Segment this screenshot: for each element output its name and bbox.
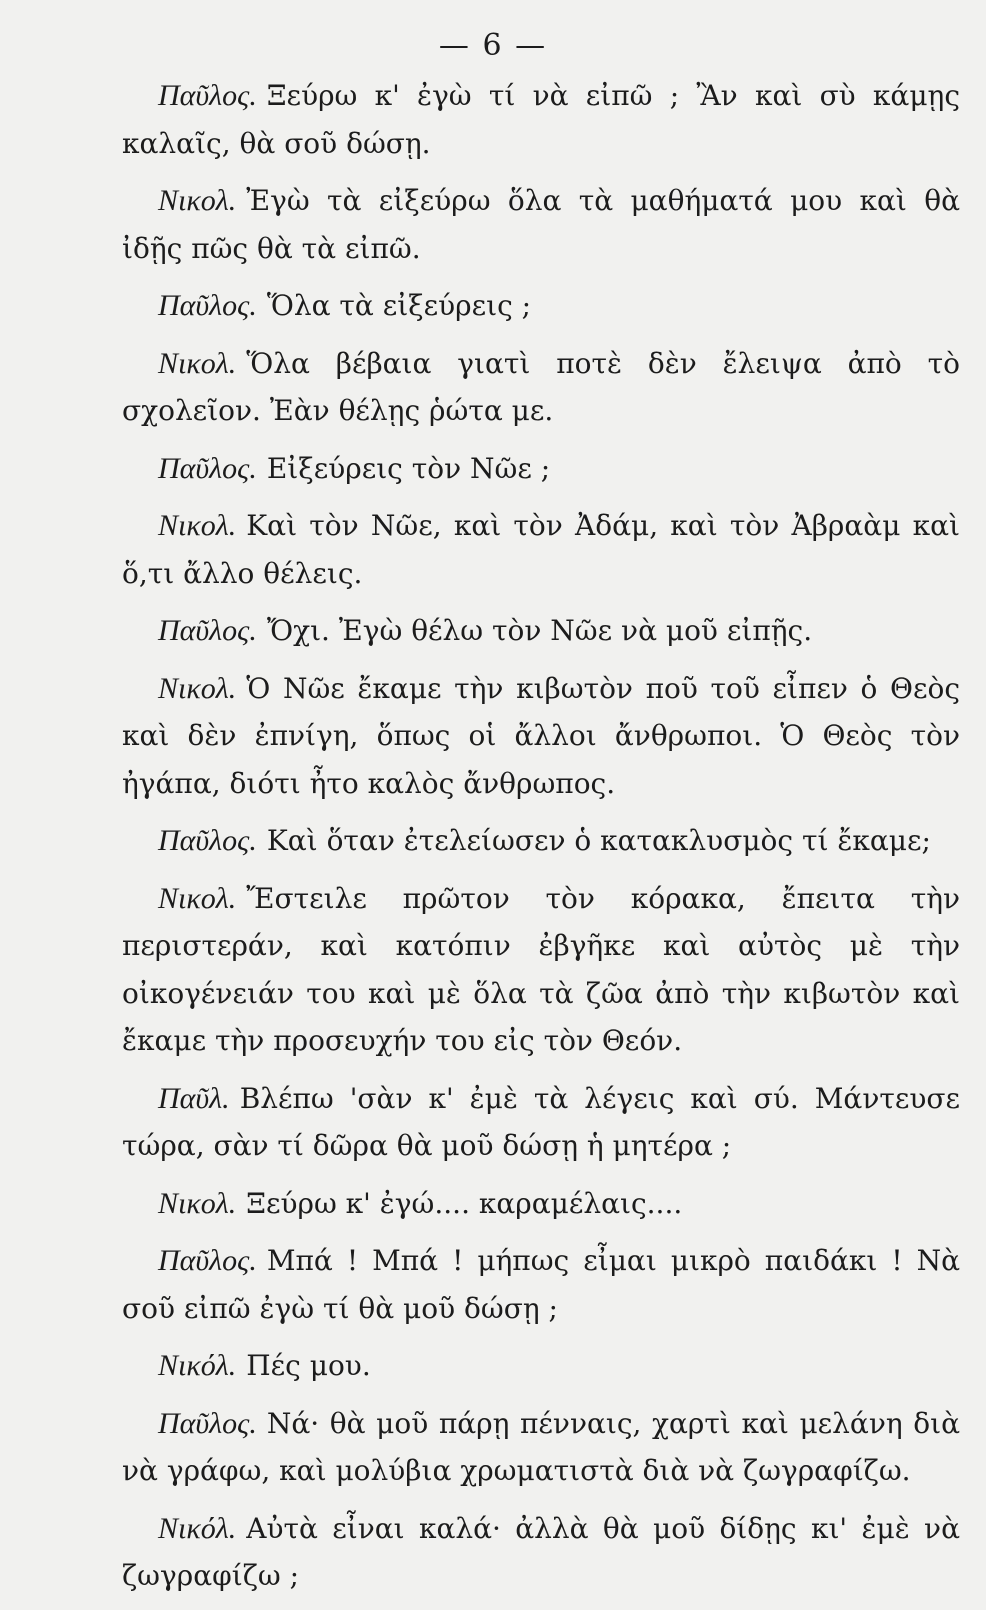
dialogue-line	[122, 1075, 960, 1170]
speech-text: Εἰξεύρεις τὸν Νῶε ;	[266, 451, 551, 485]
speech-text: Νά· θὰ μοῦ πάρῃ πένναις, χαρτὶ καὶ μελάνη διὰ νὰ γράφω, καὶ μολύβια χρωματιστὰ διὰ νὰ ζωγραφίζω.	[122, 1406, 960, 1487]
dialogue-line	[122, 177, 960, 272]
dialogue-line	[122, 72, 960, 167]
page-number: — 6 —	[438, 28, 548, 63]
speaker-name: Νικόλ.	[158, 1511, 237, 1545]
dialogue-line	[122, 340, 960, 435]
dialogue-line	[122, 1342, 960, 1390]
speech-text: Καὶ ὅταν ἐτελείωσεν ὁ κατακλυσμὸς τί ἔκαμε;	[266, 824, 931, 857]
speech-text: Αὐτὰ εἶναι καλά· ἀλλὰ θὰ μοῦ δίδῃς κι' ἐμὲ νὰ ζωγραφίζω ;	[122, 1511, 960, 1592]
dialogue-text	[122, 72, 960, 1610]
dialogue-line	[122, 282, 960, 330]
speaker-name: Νικολ.	[158, 881, 237, 915]
speech-text: Ὁ Νῶε ἔκαμε τὴν κιβωτὸν ποῦ τοῦ εἶπεν ὁ Θεὸς καὶ δὲν ἐπνίγη, ὅπως οἱ ἄλλοι ἄνθρωποι. Ὁ Θεὸς τὸν ἠγάπα, διότι ἦτο καλὸς ἄνθρωπος.	[122, 671, 960, 800]
dialogue-line	[122, 817, 960, 865]
dialogue-line	[122, 1180, 960, 1228]
dialogue-line	[122, 1400, 960, 1495]
speaker-name: Νικολ.	[158, 671, 237, 705]
speaker-name: Παῦλος.	[158, 1406, 257, 1440]
speaker-name: Παῦλ.	[158, 1081, 230, 1115]
speaker-name: Παῦλος.	[158, 289, 257, 322]
speech-text: Ἐγὼ τὰ εἰξεύρω ὅλα τὰ μαθήματά μου καὶ θὰ ἰδῇς πῶς θὰ τὰ εἰπῶ.	[122, 184, 960, 265]
speech-text: Μπά ! Μπά ! μήπως εἶμαι μικρὸ παιδάκι ! Νὰ σοῦ εἰπῶ ἐγὼ τί θὰ μοῦ δώσῃ ;	[122, 1244, 960, 1325]
speech-text: Καὶ τὸν Νῶε, καὶ τὸν Ἀδάμ, καὶ τὸν Ἀβραὰμ καὶ ὅ,τι ἄλλο θέλεις.	[122, 509, 960, 590]
dialogue-line	[122, 665, 960, 808]
speaker-name: Νικολ.	[158, 1186, 237, 1220]
speech-text: Βλέπω 'σὰν κ' ἐμὲ τὰ λέγεις καὶ σύ. Μάντευσε τώρα, σὰν τί δῶρα θὰ μοῦ δώσῃ ἡ μητέρα ;	[122, 1081, 960, 1162]
speech-text: Πές μου.	[246, 1349, 371, 1382]
speaker-name: Παῦλος.	[158, 1244, 257, 1277]
speech-text: Ὅλα τὰ εἰξεύρεις ;	[266, 289, 532, 322]
speech-text: Ὄχι. Ἐγὼ θέλω τὸν Νῶε νὰ μοῦ εἰπῇς.	[266, 614, 813, 647]
speaker-name: Νικολ.	[158, 346, 237, 380]
speaker-name: Νικολ.	[158, 184, 237, 217]
dialogue-line	[122, 1505, 960, 1600]
speech-text: Ξεύρω κ' ἐγὼ τί νὰ εἰπῶ ; Ἂν καὶ σὺ κάμῃς καλαῖς, θὰ σοῦ δώσῃ.	[122, 79, 960, 160]
dialogue-line	[122, 607, 960, 655]
dialogue-line	[122, 875, 960, 1065]
dialogue-line	[122, 445, 960, 493]
speaker-name: Νικόλ.	[158, 1349, 237, 1382]
speaker-name: Νικολ.	[158, 509, 237, 542]
speaker-name: Παῦλος.	[158, 451, 257, 485]
dialogue-line	[122, 1237, 960, 1332]
speech-text: Ξεύρω κ' ἐγώ.... καραμέλαις....	[246, 1186, 683, 1220]
speaker-name: Παῦλος.	[158, 79, 257, 112]
speech-text: Ὅλα βέβαια γιατὶ ποτὲ δὲν ἔλειψα ἀπὸ τὸ σχολεῖον. Ἐὰν θέλῃς ῥώτα με.	[122, 346, 960, 427]
speaker-name: Παῦλος.	[158, 614, 257, 647]
speech-text: Ἔστειλε πρῶτον τὸν κόρακα, ἔπειτα τὴν περιστεράν, καὶ κατόπιν ἐβγῆκε καὶ αὐτὸς μὲ τὴν οἰκογένειάν του καὶ μὲ ὅλα τὰ ζῶα ἀπὸ τὴν κιβωτὸν καὶ ἔκαμε τὴν προσευχήν του εἰς τὸν Θεόν.	[122, 881, 960, 1057]
speaker-name: Παῦλος.	[158, 824, 257, 857]
dialogue-line	[122, 502, 960, 597]
